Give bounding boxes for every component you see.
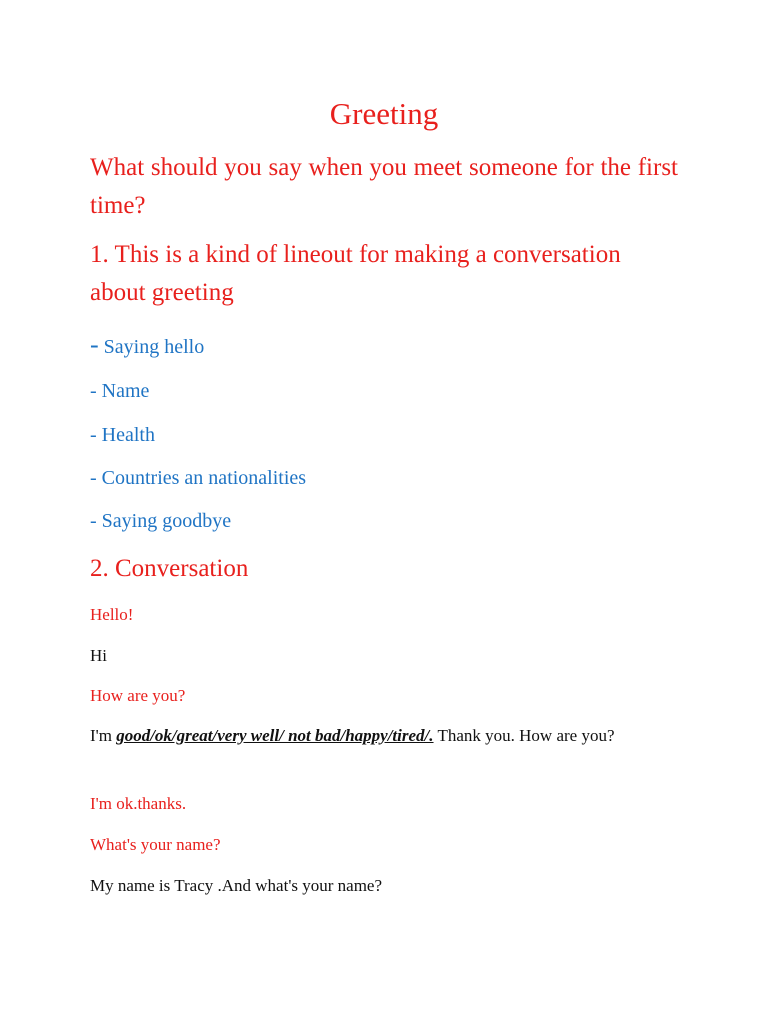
conversation-line-my-name: My name is Tracy .And what's your name? (90, 876, 383, 895)
reply-options: good/ok/great/very well/ not bad/happy/tired/. (116, 726, 434, 745)
conversation-line-how-are-you: How are you? (90, 686, 186, 705)
reply-suffix: Thank you. How are you? (433, 726, 615, 745)
conversation-line-whats-your-name: What's your name? (90, 835, 221, 854)
reply-prefix: I'm (90, 726, 117, 745)
conversation-line-hello: Hello! (90, 605, 134, 624)
outline-item-countries: - Countries an nationalities (90, 467, 307, 489)
intro-question: What should you say when you meet someone for the first time? (90, 154, 678, 219)
outline-item-saying-hello (90, 332, 204, 360)
outline-item-name: - Name (90, 380, 150, 402)
conversation-line-hi: Hi (90, 646, 107, 665)
outline-item-health: - Health (90, 424, 155, 446)
conversation-line-im-ok: I'm ok.thanks. (90, 794, 187, 813)
outline-item-saying-goodbye: - Saying goodbye (90, 510, 232, 532)
page-title: Greeting (329, 96, 439, 131)
conversation-line-reply (90, 722, 680, 750)
outline-item-label: Saying hello (103, 336, 205, 358)
outline-dash: - (90, 330, 99, 359)
section-1-heading: 1. This is a kind of lineout for making a conversation about greeting (90, 241, 621, 306)
section-2-heading: 2. Conversation (90, 555, 249, 582)
